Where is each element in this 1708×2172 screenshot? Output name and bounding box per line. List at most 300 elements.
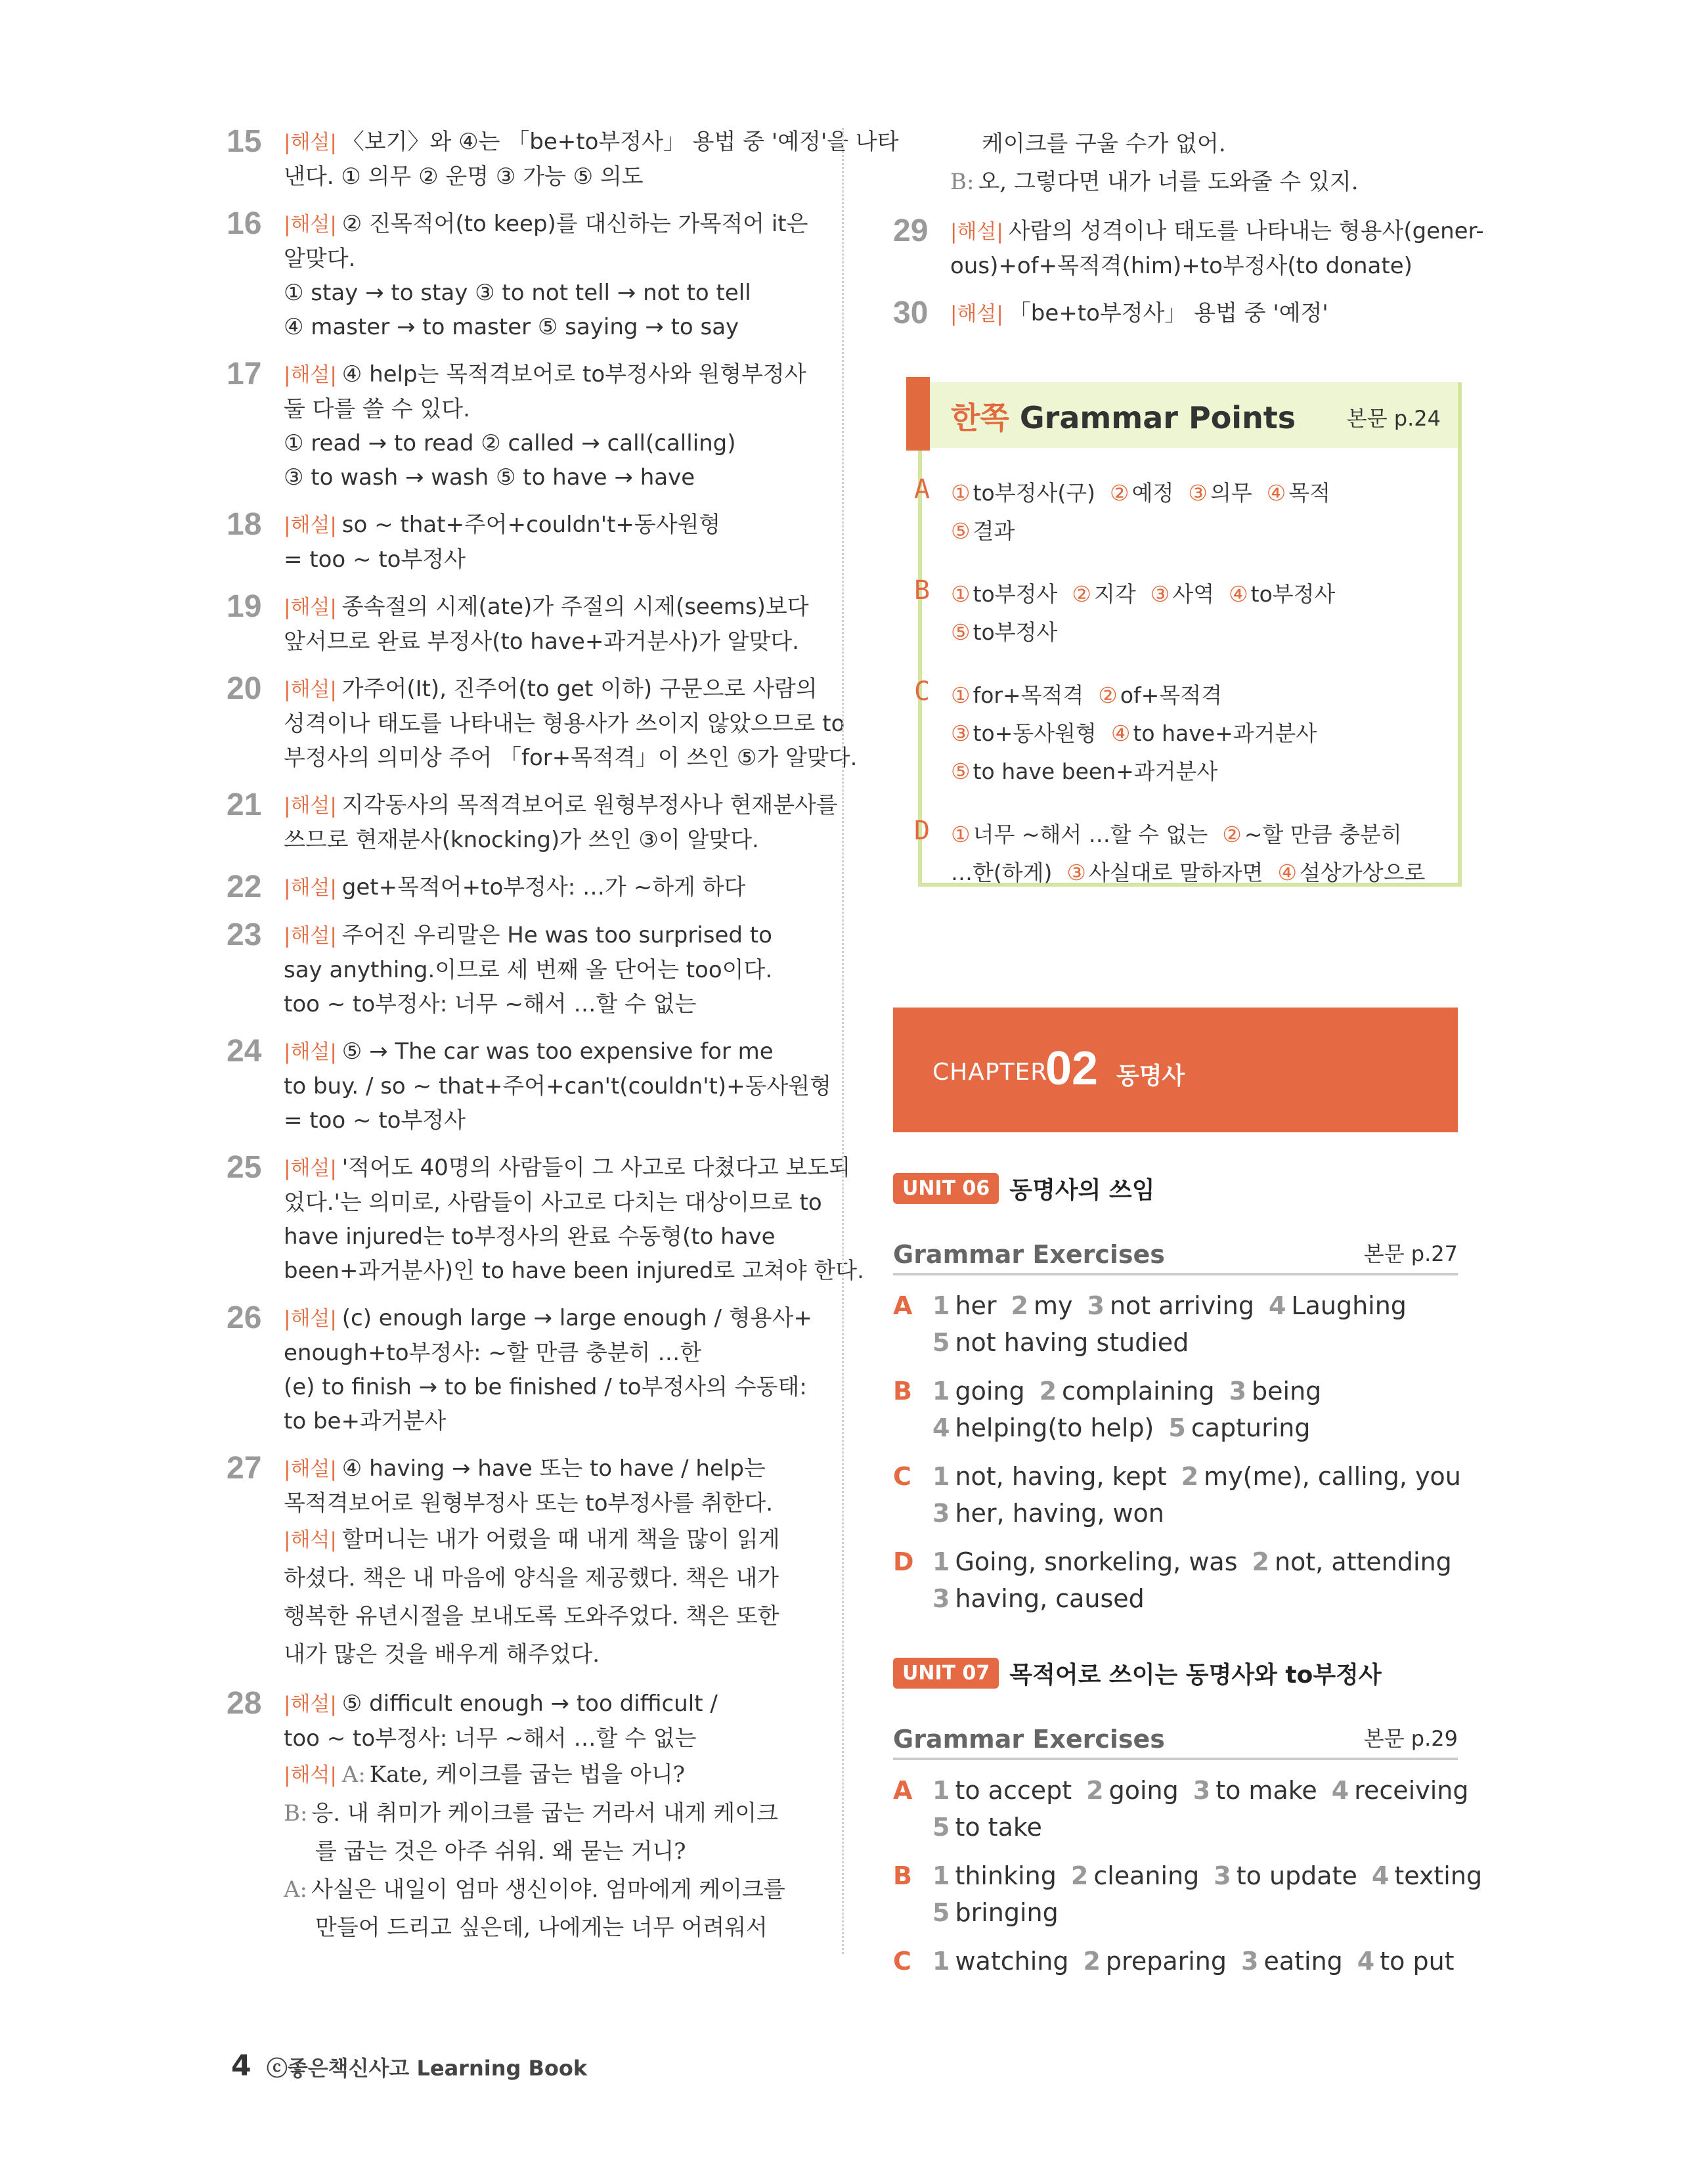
answer-number: 22 bbox=[227, 870, 262, 904]
exercise-item bbox=[932, 1462, 1167, 1491]
answer-text: ⑤ → The car was too expensive for me bbox=[341, 1038, 774, 1065]
grammar-exercises-page: 본문 p.27 bbox=[1363, 1241, 1458, 1266]
answer-text: 〈보기〉와 ④는 「be+to부정사」 용법 중 '예정'을 나타 bbox=[341, 129, 899, 155]
item-number: 1 bbox=[932, 1462, 950, 1491]
grammar-point-item bbox=[951, 581, 1057, 607]
translation-text: 하셨다. 책은 내 마음에 양식을 제공했다. 책은 내가 bbox=[284, 1565, 779, 1591]
answer-entry-21 bbox=[227, 787, 838, 857]
grammar-exercises-title: Grammar Exercises bbox=[893, 1240, 1165, 1269]
answer-entry-15 bbox=[227, 124, 899, 194]
exercise-answer-line bbox=[932, 1809, 1458, 1846]
item-number: 3 bbox=[1229, 1377, 1247, 1406]
exercise-letter: B bbox=[893, 1377, 912, 1406]
dialog-continued bbox=[893, 125, 1458, 201]
answer-number: 27 bbox=[227, 1451, 262, 1486]
item-text: not arriving bbox=[1109, 1291, 1254, 1320]
exercise-item bbox=[1086, 1776, 1179, 1805]
item-number: 2 bbox=[1011, 1291, 1028, 1320]
translation-line bbox=[284, 1597, 791, 1635]
answer-text: enough+to부정사: ~할 만큼 충분히 …한 bbox=[284, 1340, 702, 1366]
answer-entry-17 bbox=[227, 357, 806, 495]
answer-line bbox=[284, 426, 791, 460]
explanation-tag: |해설| bbox=[950, 220, 1003, 244]
answer-number: 23 bbox=[227, 918, 262, 952]
unit-header bbox=[893, 1172, 1458, 1211]
item-text: to+동사원형 bbox=[973, 720, 1097, 746]
grammar-exercises-title: Grammar Exercises bbox=[893, 1725, 1165, 1754]
exercise-item bbox=[932, 1499, 1164, 1528]
answer-text: (e) to finish → to be finished / to부정사의 수동태: bbox=[284, 1374, 807, 1400]
item-number: 2 bbox=[1086, 1776, 1104, 1805]
answer-text: 었다.'는 의미로, 사람들이 사고로 다치는 대상이므로 to bbox=[284, 1189, 822, 1216]
explanation-tag: |해설| bbox=[284, 876, 337, 900]
item-text: to make bbox=[1215, 1776, 1317, 1805]
answer-entry-28 bbox=[227, 1687, 791, 1947]
exercise-item bbox=[1252, 1547, 1452, 1576]
answer-line bbox=[284, 1687, 791, 1721]
item-number: 1 bbox=[932, 1947, 950, 1976]
item-number: 4 bbox=[1371, 1861, 1390, 1890]
grammar-points-box bbox=[893, 382, 1458, 883]
exercise-item bbox=[932, 1377, 1025, 1406]
exercise-answer-line bbox=[932, 1495, 1458, 1532]
answer-line bbox=[284, 1103, 791, 1138]
answer-text: = too ~ to부정사 bbox=[284, 1107, 466, 1134]
explanation-tag: |해설| bbox=[284, 1157, 337, 1180]
answer-entry-19 bbox=[227, 589, 809, 659]
answer-text: to be+과거분사 bbox=[284, 1408, 447, 1434]
exercise-item bbox=[932, 1584, 1145, 1613]
item-text: 결과 bbox=[973, 518, 1015, 544]
item-text: 사실대로 말하자면 bbox=[1088, 860, 1263, 885]
answer-number: 16 bbox=[227, 206, 262, 241]
grammar-point-letter: B bbox=[914, 575, 931, 606]
answer-text: ④ help는 목적격보어로 to부정사와 원형부정사 bbox=[341, 361, 806, 388]
item-text: for+목적격 bbox=[973, 682, 1084, 708]
answer-text: ⑤ difficult enough → too difficult / bbox=[341, 1691, 718, 1717]
answer-line bbox=[284, 741, 858, 775]
exercise-item bbox=[1011, 1291, 1073, 1320]
item-text: to have+과거분사 bbox=[1133, 720, 1317, 746]
answer-line bbox=[284, 392, 791, 426]
item-text: helping(to help) bbox=[955, 1413, 1154, 1442]
item-number: ① bbox=[951, 822, 971, 847]
item-text: 너무 ~해서 …할 수 없는 bbox=[973, 822, 1208, 847]
item-text: going bbox=[955, 1377, 1025, 1406]
translation-line bbox=[284, 1559, 791, 1597]
item-number: ③ bbox=[1066, 860, 1086, 885]
answer-number: 24 bbox=[227, 1034, 262, 1069]
answer-entry-20 bbox=[227, 671, 858, 775]
item-text: 예정 bbox=[1131, 480, 1174, 506]
item-number: 5 bbox=[932, 1898, 950, 1927]
explanation-tag: |해설| bbox=[284, 131, 337, 154]
answer-text: too ~ to부정사: 너무 ~해서 …할 수 없는 bbox=[284, 991, 697, 1017]
exercise-item bbox=[932, 1861, 1057, 1890]
answer-line bbox=[284, 543, 791, 577]
item-text: thinking bbox=[955, 1861, 1057, 1890]
grammar-point-letter: C bbox=[914, 676, 931, 707]
item-number: 1 bbox=[932, 1861, 950, 1890]
answer-text: ② 진목적어(to keep)를 대신하는 가목적어 it은 bbox=[341, 211, 808, 237]
grammar-point-item bbox=[951, 682, 1084, 708]
item-text: bringing bbox=[955, 1898, 1059, 1927]
item-number: 5 bbox=[932, 1328, 950, 1357]
exercise-item bbox=[1168, 1413, 1310, 1442]
item-number: 1 bbox=[932, 1377, 950, 1406]
chapter-title: 동명사 bbox=[1116, 1063, 1185, 1090]
answer-line bbox=[284, 207, 808, 242]
answer-number: 26 bbox=[227, 1300, 262, 1335]
item-number: 4 bbox=[932, 1413, 950, 1442]
answer-text: ous)+of+목적격(him)+to부정사(to donate) bbox=[950, 253, 1412, 279]
item-number: 4 bbox=[1357, 1947, 1375, 1976]
speaker-label: B: bbox=[284, 1800, 308, 1827]
grammar-point-item bbox=[1150, 581, 1214, 607]
item-number: 2 bbox=[1039, 1377, 1057, 1406]
grammar-point-item bbox=[951, 822, 1208, 847]
answer-line bbox=[284, 1151, 851, 1186]
grammar-point-item bbox=[1110, 480, 1173, 506]
item-text: not having studied bbox=[955, 1328, 1189, 1357]
item-text: eating bbox=[1263, 1947, 1343, 1976]
exercise-answer-line bbox=[932, 1580, 1458, 1617]
answer-line bbox=[284, 1186, 822, 1220]
answer-list-continued bbox=[893, 125, 1484, 331]
grammar-point-row-b bbox=[914, 575, 1437, 652]
item-text: to accept bbox=[955, 1776, 1072, 1805]
answer-line bbox=[284, 788, 838, 823]
item-text: 지각 bbox=[1093, 581, 1136, 607]
exercise-item bbox=[932, 1813, 1042, 1842]
answer-text: get+목적어+to부정사: …가 ~하게 하다 bbox=[341, 874, 746, 900]
answer-line bbox=[284, 310, 791, 344]
item-number: 5 bbox=[932, 1813, 950, 1842]
exercise-letter: C bbox=[893, 1462, 911, 1491]
explanation-tag: |해설| bbox=[284, 363, 337, 387]
translation-tag: |해석| bbox=[284, 1528, 337, 1552]
answer-text: 부정사의 의미상 주어 「for+목적격」이 쓰인 ⑤가 알맞다. bbox=[284, 745, 858, 771]
item-text: being bbox=[1252, 1377, 1322, 1406]
answer-text: (c) enough large → large enough / 형용사+ bbox=[341, 1305, 812, 1331]
exercise-answer-c bbox=[893, 1458, 1461, 1532]
exercise-answer-line bbox=[932, 1943, 1458, 1980]
grammar-points-title: 한쪽 Grammar Points bbox=[951, 400, 1296, 435]
column-divider bbox=[842, 128, 844, 1954]
answer-text: 알맞다. bbox=[284, 246, 356, 272]
exercise-item bbox=[1214, 1861, 1357, 1890]
item-number: ③ bbox=[1150, 581, 1170, 607]
item-number: ② bbox=[1222, 822, 1242, 847]
answer-text: ③ to wash → wash ⑤ to have → have bbox=[284, 464, 695, 491]
exercise-answer-line bbox=[932, 1409, 1458, 1446]
answer-number: 30 bbox=[893, 296, 929, 330]
exercise-item bbox=[1357, 1947, 1455, 1976]
item-text: Laughing bbox=[1291, 1291, 1407, 1320]
translation-line bbox=[284, 1520, 791, 1559]
answer-line bbox=[284, 276, 791, 310]
grammar-point-line bbox=[951, 715, 1437, 753]
page-number: 4 bbox=[231, 2049, 252, 2083]
grammar-exercises-header bbox=[893, 1718, 1458, 1760]
answer-line bbox=[284, 1069, 831, 1103]
answer-text: 사람의 성격이나 태도를 나타내는 형용사(gener- bbox=[1008, 218, 1484, 244]
explanation-tag: |해설| bbox=[284, 514, 337, 537]
exercise-answer-a bbox=[893, 1287, 1458, 1361]
dialog-line bbox=[284, 1794, 791, 1832]
item-text: to take bbox=[955, 1813, 1042, 1842]
exercise-item bbox=[1193, 1776, 1317, 1805]
exercise-item bbox=[932, 1291, 997, 1320]
answer-text: say anything.이므로 세 번째 올 단어는 too이다. bbox=[284, 957, 773, 983]
item-number: 1 bbox=[932, 1776, 950, 1805]
answer-entry-24 bbox=[227, 1034, 831, 1138]
explanation-tag: |해설| bbox=[284, 1307, 337, 1331]
answer-number: 28 bbox=[227, 1686, 262, 1721]
answer-line bbox=[284, 1220, 791, 1254]
exercise-answer-line bbox=[932, 1287, 1458, 1324]
exercise-answer-line bbox=[932, 1543, 1458, 1580]
answer-line bbox=[284, 1721, 791, 1756]
chapter-number: 02 bbox=[1045, 1042, 1099, 1095]
right-column bbox=[893, 125, 1484, 1980]
answer-text: 주어진 우리말은 He was too surprised to bbox=[341, 922, 772, 948]
answer-line bbox=[284, 1452, 791, 1486]
exercise-item bbox=[932, 1947, 1068, 1976]
item-number: 2 bbox=[1070, 1861, 1089, 1890]
dialog-text: 만들어 드리고 싶은데, 나에게는 너무 어려워서 bbox=[315, 1915, 768, 1941]
translation-text: 내가 많은 것을 배우게 해주었다. bbox=[284, 1641, 600, 1668]
explanation-tag: |해설| bbox=[284, 596, 337, 619]
item-number: 5 bbox=[1168, 1413, 1186, 1442]
grammar-point-item bbox=[951, 480, 1095, 506]
grammar-point-line bbox=[951, 753, 1437, 791]
item-text: to부정사(구) bbox=[973, 480, 1095, 506]
answer-number: 19 bbox=[227, 589, 262, 624]
publisher-logo: ⓒ좋은책신사고 Learning Book bbox=[266, 2056, 588, 2081]
explanation-tag: |해설| bbox=[284, 1693, 337, 1716]
answer-entry-25 bbox=[227, 1150, 864, 1288]
item-number: 2 bbox=[1181, 1462, 1199, 1491]
item-text: Going, snorkeling, was bbox=[955, 1547, 1238, 1576]
exercise-item bbox=[932, 1898, 1059, 1927]
unit-title: 목적어로 쓰이는 동명사와 to부정사 bbox=[1009, 1662, 1382, 1689]
answer-text: 성격이나 태도를 나타내는 형용사가 쓰이지 않았으므로 to bbox=[284, 711, 845, 737]
answer-line bbox=[284, 460, 791, 495]
grammar-point-item bbox=[951, 860, 1052, 885]
answer-text: '적어도 40명의 사람들이 그 사고로 다쳤다고 보도되 bbox=[341, 1155, 851, 1181]
answer-text: too ~ to부정사: 너무 ~해서 …할 수 없는 bbox=[284, 1725, 697, 1752]
item-text: texting bbox=[1394, 1861, 1483, 1890]
exercise-item bbox=[1040, 1377, 1215, 1406]
answer-line bbox=[284, 1254, 864, 1288]
unit-title: 동명사의 쓰임 bbox=[1009, 1177, 1155, 1204]
explanation-tag: |해설| bbox=[284, 678, 337, 701]
exercise-letter: A bbox=[893, 1291, 913, 1320]
dialog-line bbox=[284, 1756, 791, 1794]
item-number: 1 bbox=[932, 1547, 950, 1576]
answer-line bbox=[284, 1404, 791, 1438]
answer-line bbox=[284, 125, 899, 160]
answer-entry-26 bbox=[227, 1300, 812, 1438]
answer-number: 21 bbox=[227, 787, 262, 822]
grammar-point-item bbox=[951, 759, 1217, 784]
unit-badge: UNIT 07 bbox=[893, 1658, 999, 1689]
chapter-label: CHAPTER bbox=[932, 1059, 1048, 1086]
grammar-point-item bbox=[1098, 682, 1222, 708]
answer-text: to buy. / so ~ that+주어+can't(couldn't)+동사원형 bbox=[284, 1073, 831, 1099]
item-number: 3 bbox=[1241, 1947, 1259, 1976]
item-text: complaining bbox=[1062, 1377, 1215, 1406]
item-text: her, having, won bbox=[955, 1499, 1164, 1528]
item-number: 1 bbox=[932, 1291, 950, 1320]
item-text: …한(하게) bbox=[951, 860, 1053, 885]
answer-number: 20 bbox=[227, 671, 262, 706]
item-text: to update bbox=[1236, 1861, 1357, 1890]
item-number: ② bbox=[1109, 480, 1129, 506]
exercise-item bbox=[932, 1547, 1238, 1576]
explanation-tag: |해설| bbox=[284, 1040, 337, 1064]
exercise-item bbox=[1241, 1947, 1343, 1976]
answer-text: = too ~ to부정사 bbox=[284, 546, 466, 573]
answer-entry-16 bbox=[227, 206, 808, 344]
item-text: 설상가상으로 bbox=[1300, 860, 1426, 885]
grammar-point-row-d bbox=[914, 816, 1437, 892]
grammar-point-item bbox=[1229, 581, 1335, 607]
item-text: not, having, kept bbox=[955, 1462, 1167, 1491]
item-number: ② bbox=[1072, 581, 1091, 607]
item-text: capturing bbox=[1191, 1413, 1311, 1442]
answer-entry-29 bbox=[893, 213, 1484, 283]
item-text: of+목적격 bbox=[1120, 682, 1222, 708]
answer-line bbox=[950, 296, 1458, 331]
speaker-label: B: bbox=[950, 169, 974, 195]
item-text: 사역 bbox=[1172, 581, 1215, 607]
exercise-item bbox=[932, 1413, 1154, 1442]
item-text: having, caused bbox=[955, 1584, 1145, 1613]
answer-text: been+과거분사)인 to have been injured로 고쳐야 한다. bbox=[284, 1258, 864, 1284]
item-number: 3 bbox=[1087, 1291, 1105, 1320]
answer-text: 「be+to부정사」 용법 중 '예정' bbox=[1008, 300, 1328, 326]
answer-text: 앞서므로 완료 부정사(to have+과거분사)가 알맞다. bbox=[284, 629, 799, 655]
answer-entry-23 bbox=[227, 918, 791, 1021]
answer-line bbox=[284, 707, 845, 741]
answer-line bbox=[284, 672, 818, 707]
answer-line bbox=[284, 1301, 812, 1336]
explanation-tag: |해설| bbox=[284, 1457, 337, 1481]
answer-line bbox=[284, 625, 799, 659]
grammar-point-row-a bbox=[914, 474, 1437, 550]
item-text: cleaning bbox=[1093, 1861, 1200, 1890]
item-number: 4 bbox=[1268, 1291, 1286, 1320]
answer-entry-30 bbox=[893, 296, 1458, 331]
answer-line bbox=[284, 1486, 791, 1520]
answer-line bbox=[284, 953, 791, 987]
item-number: ④ bbox=[1229, 581, 1248, 607]
grammar-point-line bbox=[951, 512, 1437, 550]
grammar-point-row-c bbox=[914, 676, 1437, 791]
exercise-item bbox=[1071, 1861, 1199, 1890]
exercise-item bbox=[932, 1776, 1072, 1805]
grammar-point-item bbox=[951, 518, 1015, 544]
left-column bbox=[227, 124, 899, 1960]
answer-number: 29 bbox=[893, 213, 929, 248]
grammar-points-tab bbox=[906, 377, 930, 451]
unit-header bbox=[893, 1656, 1458, 1696]
exercise-answer-line bbox=[932, 1324, 1458, 1361]
grammar-point-item bbox=[951, 720, 1097, 746]
explanation-tag: |해설| bbox=[284, 924, 337, 948]
answer-text: 종속절의 시제(ate)가 주절의 시제(seems)보다 bbox=[341, 594, 809, 620]
speaker-label: A: bbox=[341, 1762, 366, 1788]
item-text: to부정사 bbox=[1250, 581, 1336, 607]
dialog-line bbox=[950, 163, 1458, 201]
answer-line bbox=[284, 870, 791, 905]
item-number: ① bbox=[951, 682, 971, 708]
explanation-tag: |해설| bbox=[284, 213, 337, 236]
item-text: preparing bbox=[1105, 1947, 1227, 1976]
item-number: ① bbox=[951, 581, 971, 607]
grammar-points-body bbox=[914, 474, 1437, 917]
answer-entry-27 bbox=[227, 1452, 791, 1673]
exercise-answer-line bbox=[932, 1772, 1469, 1809]
grammar-point-item bbox=[1066, 860, 1263, 885]
answer-number: 15 bbox=[227, 124, 262, 159]
item-number: 3 bbox=[932, 1584, 950, 1613]
answer-line bbox=[284, 590, 809, 625]
grammar-point-letter: D bbox=[914, 816, 931, 846]
item-text: 의무 bbox=[1210, 480, 1252, 506]
answer-number: 18 bbox=[227, 507, 262, 542]
dialog-text: 사실은 내일이 엄마 생신이야. 엄마에게 케이크를 bbox=[311, 1876, 785, 1903]
item-number: ④ bbox=[1277, 860, 1298, 885]
dialog-text: Kate, 케이크를 굽는 법을 아니? bbox=[369, 1762, 685, 1788]
answer-line bbox=[284, 1034, 791, 1069]
answer-text: 둘 다를 쓸 수 있다. bbox=[284, 396, 470, 422]
item-number: ⑤ bbox=[951, 619, 971, 645]
item-text: my(me), calling, you bbox=[1204, 1462, 1461, 1491]
exercise-item bbox=[1332, 1776, 1469, 1805]
answer-line bbox=[284, 1336, 791, 1370]
item-number: 4 bbox=[1331, 1776, 1349, 1805]
answer-text: ① stay → to stay ③ to not tell → not to tell bbox=[284, 280, 751, 306]
grammar-point-line bbox=[951, 816, 1437, 854]
exercise-answer-line bbox=[932, 1894, 1458, 1931]
grammar-points-page: 본문 p.24 bbox=[1346, 406, 1441, 431]
grammar-point-item bbox=[1222, 822, 1402, 847]
grammar-point-item bbox=[1111, 720, 1317, 746]
unit-badge: UNIT 06 bbox=[893, 1173, 999, 1204]
exercise-answer-line bbox=[932, 1373, 1458, 1409]
translation-line bbox=[284, 1635, 791, 1673]
translation-text: 행복한 유년시절을 보내도록 도와주었다. 책은 또한 bbox=[284, 1603, 779, 1629]
item-number: ⑤ bbox=[951, 759, 971, 784]
grammar-point-item bbox=[1267, 480, 1330, 506]
item-number: ④ bbox=[1266, 480, 1286, 506]
grammar-point-line bbox=[951, 854, 1437, 892]
item-text: 목적 bbox=[1288, 480, 1331, 506]
item-number: ② bbox=[1098, 682, 1118, 708]
item-number: 2 bbox=[1083, 1947, 1101, 1976]
answer-line bbox=[284, 918, 791, 953]
dialog-text: 를 굽는 것은 아주 쉬워. 왜 묻는 거니? bbox=[315, 1838, 686, 1865]
grammar-point-letter: A bbox=[914, 474, 931, 504]
item-text: not, attending bbox=[1274, 1547, 1452, 1576]
explanation-tag: |해설| bbox=[284, 794, 337, 818]
translation-text: 할머니는 내가 어렸을 때 내게 책을 많이 읽게 bbox=[341, 1526, 780, 1553]
answer-text: 쓰므로 현재분사(knocking)가 쓰인 ③이 알맞다. bbox=[284, 827, 759, 853]
answer-entry-18 bbox=[227, 508, 791, 577]
